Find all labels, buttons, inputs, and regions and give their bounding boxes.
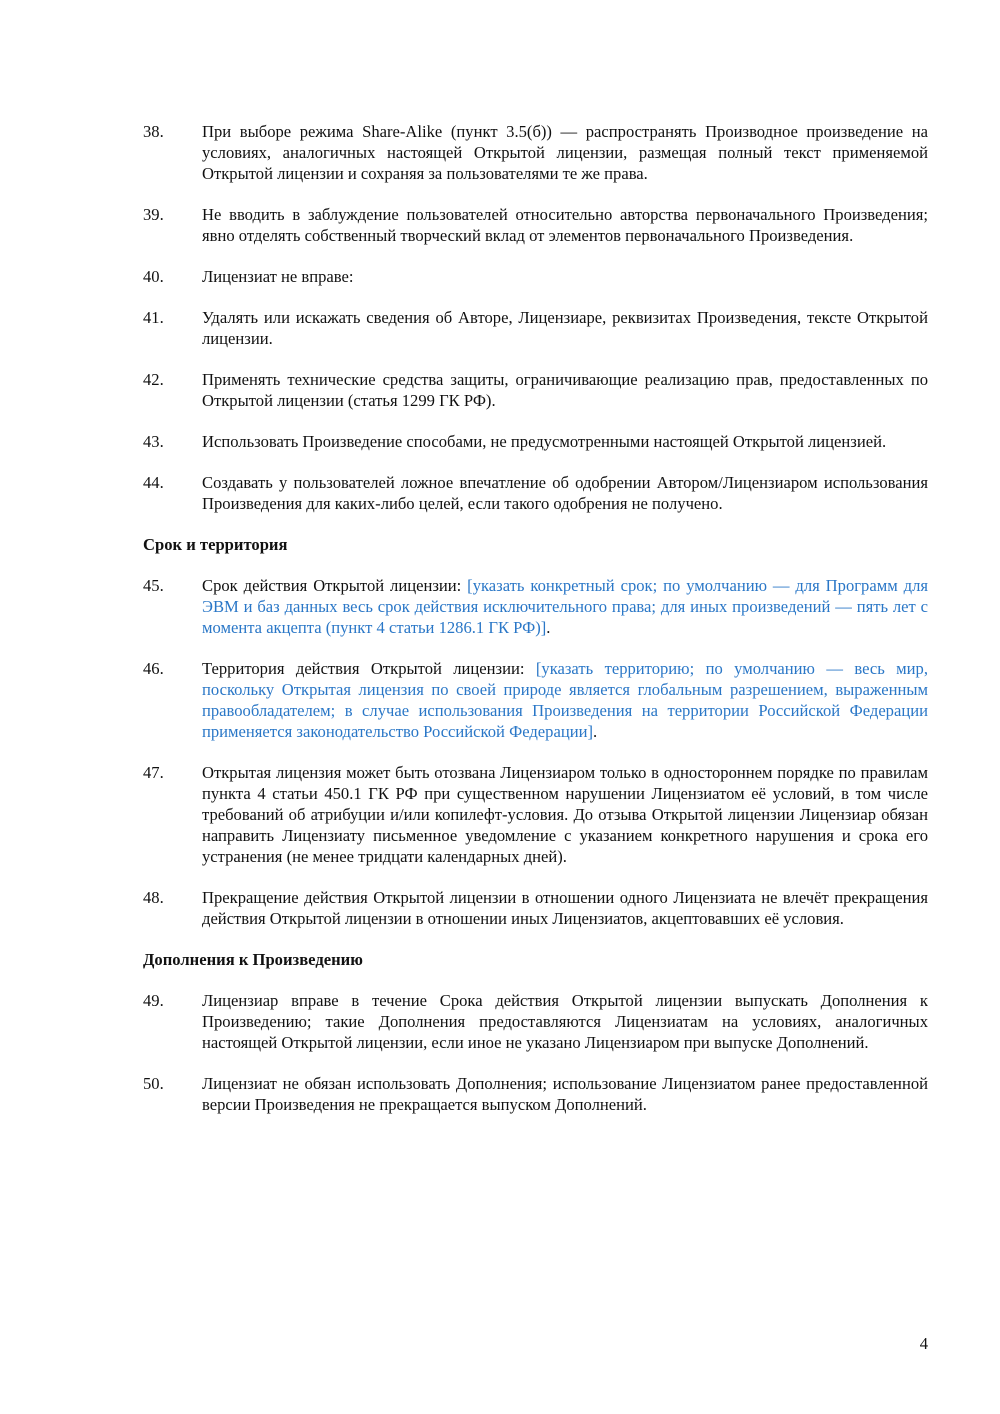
page-number: 4 (919, 1334, 928, 1353)
clause-text: Лицензиат не вправе: (202, 267, 354, 286)
clause-41 (143, 307, 928, 349)
clause-number: 49. (143, 991, 164, 1010)
clause-50 (143, 1073, 928, 1115)
section-heading-term: Срок и территория (143, 535, 288, 554)
clause-number: 45. (143, 576, 164, 595)
clause-number: 40. (143, 267, 164, 286)
clause-text: Открытая лицензия может быть отозвана Лицензиаром только в одностороннем порядке по правилам пункта 4 статьи 450.1 ГК РФ при существенном нарушении Лицензиатом её условий, в том числе требований об атрибуции и/или копилефт-условия. До отзыва Открытой лицензии Лицензиар обязан направить Лицензиату письменное уведомление с указанием конкретного нарушения и срока его устранения (не менее тридцати календарных дней). (202, 763, 928, 866)
clause-text: Применять технические средства защиты, ограничивающие реализацию прав, предоставленных по Открытой лицензии (статья 1299 ГК РФ). (202, 370, 928, 410)
clause-tail: . (546, 618, 551, 637)
clause-number: 46. (143, 659, 164, 678)
clause-number: 39. (143, 205, 164, 224)
document-body (143, 121, 928, 1135)
clause-number: 42. (143, 370, 164, 389)
clause-48 (143, 887, 928, 929)
clause-39 (143, 204, 928, 246)
clause-46 (143, 658, 928, 742)
clause-text (202, 658, 928, 742)
clause-49 (143, 990, 928, 1053)
clause-38 (143, 121, 928, 184)
clause-text (202, 575, 928, 638)
placeholder-note: [указать территорию; по умолчанию — весь мир, поскольку Открытая лицензия по своей природе является глобальным разрешением, выраженным правообладателем; в случае использования Произведения на территории Российской Федерации применяется законодательство Российской Федерации] (202, 659, 928, 741)
clause-44 (143, 472, 928, 514)
clause-number: 38. (143, 122, 164, 141)
clause-lead: Территория действия Открытой лицензии: (202, 659, 536, 678)
clause-number: 43. (143, 432, 164, 451)
clause-47 (143, 762, 928, 867)
clause-text: Не вводить в заблуждение пользователей относительно авторства первоначального Произведения; явно отделять собственный творческий вклад от элементов первоначального Произведения. (202, 205, 928, 245)
clause-number: 47. (143, 763, 164, 782)
clause-number: 48. (143, 888, 164, 907)
clause-text: Создавать у пользователей ложное впечатление об одобрении Автором/Лицензиаром использования Произведения для каких-либо целей, если такого одобрения не получено. (202, 473, 928, 513)
clause-number: 44. (143, 473, 164, 492)
clause-text: Использовать Произведение способами, не предусмотренными настоящей Открытой лицензией. (202, 432, 887, 451)
placeholder-note: [указать конкретный срок; по умолчанию — для Программ для ЭВМ и баз данных весь срок действия исключительного права; для иных произведений — пять лет с момента акцепта (пункт 4 статьи 1286.1 ГК РФ)] (202, 576, 928, 637)
clause-text: При выборе режима Share-Alike (пункт 3.5(б)) — распространять Производное произведение на условиях, аналогичных настоящей Открытой лицензии, размещая полный текст применяемой Открытой лицензии и сохраняя за пользователями те же права. (202, 122, 928, 183)
clause-43 (143, 431, 928, 452)
clause-45 (143, 575, 928, 638)
clause-tail: . (592, 722, 598, 741)
clause-42 (143, 369, 928, 411)
section-heading-addenda: Дополнения к Произведению (143, 950, 363, 969)
clause-40 (143, 266, 928, 287)
clause-number: 50. (143, 1074, 164, 1093)
clause-text: Лицензиар вправе в течение Срока действия Открытой лицензии выпускать Дополнения к Произведению; такие Дополнения предоставляются Лицензиатам на условиях, аналогичных настоящей Открытой лицензии, если иное не указано Лицензиаром при выпуске Дополнений. (202, 991, 928, 1052)
clause-text: Прекращение действия Открытой лицензии в отношении одного Лицензиата не влечёт прекращения действия Открытой лицензии в отношении иных Лицензиатов, акцептовавших её условия. (202, 888, 928, 928)
clause-text: Лицензиат не обязан использовать Дополнения; использование Лицензиатом ранее предоставленной версии Произведения не прекращается выпуском Дополнений. (202, 1074, 928, 1114)
clause-number: 41. (143, 308, 164, 327)
clause-lead: Срок действия Открытой лицензии: (202, 576, 468, 595)
clause-text: Удалять или искажать сведения об Авторе, Лицензиаре, реквизитах Произведения, тексте Открытой лицензии. (202, 308, 928, 348)
